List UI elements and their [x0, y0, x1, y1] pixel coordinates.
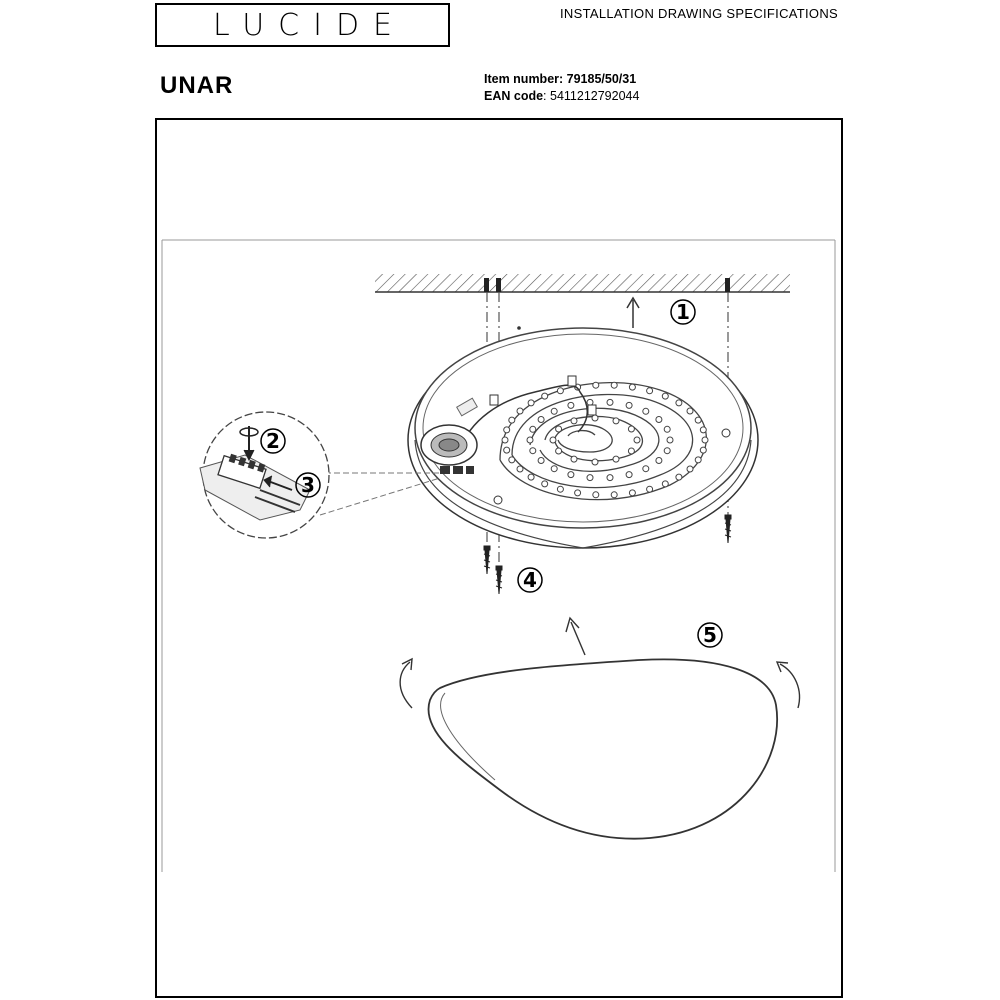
led-dot	[575, 490, 581, 496]
led-dot	[664, 448, 670, 454]
led-dot	[592, 459, 598, 465]
led-dot	[676, 400, 682, 406]
led-dot	[662, 393, 668, 399]
step-2-number: 2	[266, 429, 280, 453]
led-dot	[611, 492, 617, 498]
led-dot	[629, 384, 635, 390]
led-dot	[667, 437, 673, 443]
step-4-number: 4	[523, 568, 537, 592]
led-dot	[557, 388, 563, 394]
led-dot	[571, 456, 577, 462]
led-dot	[700, 427, 706, 433]
led-dot	[517, 466, 523, 472]
step-1-arrow	[627, 298, 639, 328]
led-dot	[700, 447, 706, 453]
led-dot	[556, 426, 562, 432]
document-title: INSTALLATION DRAWING SPECIFICATIONS	[560, 6, 838, 21]
led-dot	[538, 458, 544, 464]
led-dot	[634, 437, 640, 443]
led-dot	[702, 437, 708, 443]
led-dot	[528, 474, 534, 480]
led-dot	[568, 472, 574, 478]
ean-code-value: : 5411212792044	[543, 89, 640, 103]
led-dot	[607, 475, 613, 481]
led-dot	[656, 417, 662, 423]
item-number-value: : 79185/50/31	[559, 72, 637, 86]
step-4-label	[518, 568, 542, 592]
product-name: UNAR	[160, 72, 234, 99]
led-dot	[550, 437, 556, 443]
led-dot	[551, 466, 557, 472]
led-dot	[551, 408, 557, 414]
led-dot	[626, 472, 632, 478]
led-dot	[647, 486, 653, 492]
screw-right	[725, 515, 731, 543]
led-dot	[530, 426, 536, 432]
led-dot	[687, 466, 693, 472]
led-dot	[509, 417, 515, 423]
led-dot	[517, 408, 523, 414]
led-dot	[626, 402, 632, 408]
led-dot	[509, 457, 515, 463]
step-5-number: 5	[703, 623, 717, 647]
led-dot	[629, 490, 635, 496]
led-dot	[695, 457, 701, 463]
led-dot	[528, 400, 534, 406]
led-dot	[592, 415, 598, 421]
step-3-number: 3	[301, 473, 315, 497]
led-dot	[557, 486, 563, 492]
led-dot	[556, 448, 562, 454]
led-dot	[662, 481, 668, 487]
led-dot	[695, 417, 701, 423]
step-1-label	[671, 300, 695, 324]
led-dot	[530, 448, 536, 454]
item-number-label: Item number	[484, 72, 560, 86]
led-dot	[676, 474, 682, 480]
led-dot	[613, 418, 619, 424]
led-dot	[542, 393, 548, 399]
logo-text: LUCIDE	[212, 7, 407, 43]
led-dot	[542, 481, 548, 487]
diffuser-cover	[428, 659, 777, 838]
ean-code-label: EAN code	[484, 89, 544, 103]
led-dot	[656, 458, 662, 464]
led-dot	[571, 418, 577, 424]
led-dot	[687, 408, 693, 414]
led-dot	[613, 456, 619, 462]
led-dot	[611, 382, 617, 388]
led-dot	[647, 388, 653, 394]
led-dot	[568, 402, 574, 408]
led-dot	[587, 475, 593, 481]
screw-middle	[496, 566, 502, 594]
led-dot	[538, 417, 544, 423]
led-dot	[502, 437, 508, 443]
step-1-number: 1	[676, 300, 690, 324]
led-dot	[504, 427, 510, 433]
led-dot	[593, 492, 599, 498]
led-dot	[593, 382, 599, 388]
led-dot	[527, 437, 533, 443]
step-5-label	[698, 623, 722, 647]
led-dot	[643, 408, 649, 414]
led-dot	[628, 426, 634, 432]
led-dot	[628, 448, 634, 454]
led-dot	[664, 426, 670, 432]
led-dot	[504, 447, 510, 453]
led-dot	[607, 399, 613, 405]
screw-left	[484, 546, 490, 574]
led-dot	[643, 466, 649, 472]
